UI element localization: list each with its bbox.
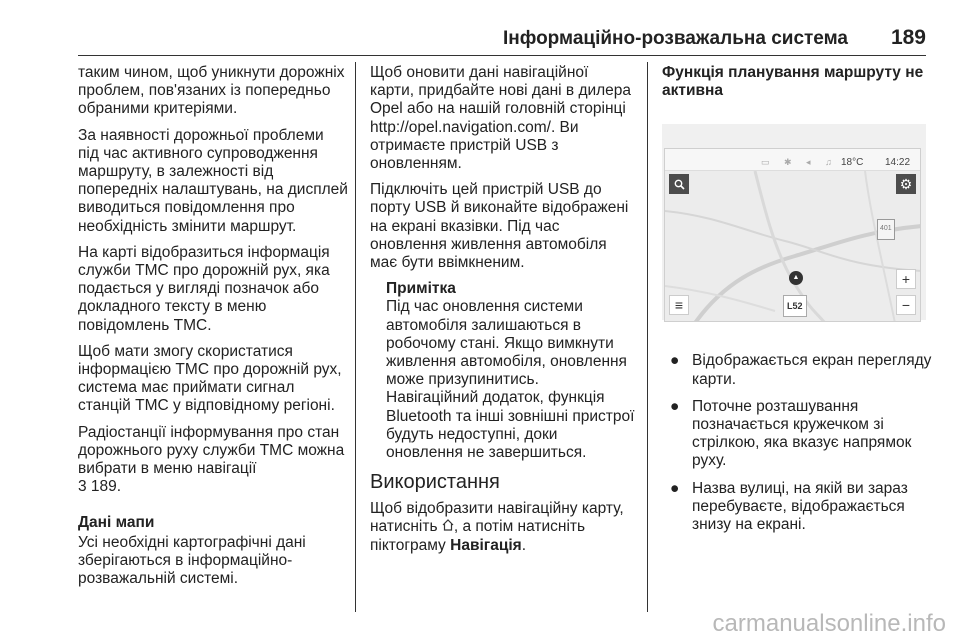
paragraph: На карті відобразиться інформація служби TMC про дорожній рух, яка подається у вигляді позначок або докладного тексту в меню повідомлень TMC. bbox=[78, 243, 330, 334]
zoom-out-button[interactable]: − bbox=[896, 295, 916, 315]
list-item: ● Поточне розташування позначається кружечком зі стрілкою, яка вказує напрямок руху. bbox=[670, 397, 912, 470]
navigation-screen-figure bbox=[662, 124, 926, 320]
list-item: ● Відображається екран перегляду карти. bbox=[670, 352, 932, 388]
page-reference-link[interactable]: 3 189. bbox=[78, 478, 122, 496]
bullet-icon: ● bbox=[670, 397, 680, 415]
column-divider-2 bbox=[647, 62, 648, 612]
paragraph: Усі необхідні картографічні дані зберігаються в інформаційно-розважальній системі. bbox=[78, 533, 306, 588]
gear-icon: ⚙ bbox=[899, 176, 913, 193]
note-body: Під час оновлення системи автомобіля залишаються в робочому стані. Якщо вимкнути живлення автомобіля, оновлення може призупинитись. Навігаційний додаток, функція Bluetooth та інші зовнішні пристрої будуть недоступні, доки оновлення не завершиться. bbox=[386, 298, 635, 462]
menu-icon: ≡ bbox=[674, 297, 684, 314]
status-bar bbox=[665, 149, 920, 171]
page-header-title: Інформаційно-розважальна система bbox=[502, 28, 848, 49]
settings-button[interactable] bbox=[896, 174, 916, 194]
header-rule bbox=[78, 55, 926, 56]
paragraph-text: , а потім натисніть піктограму bbox=[370, 518, 586, 554]
column-divider-1 bbox=[355, 62, 356, 612]
column-1 bbox=[78, 64, 348, 596]
section-heading: Функція планування маршруту не активна bbox=[662, 64, 924, 100]
note-box bbox=[370, 280, 635, 462]
map-view[interactable] bbox=[665, 171, 920, 321]
paragraph-text: Щоб відобразити навігаційну карту, натисніть bbox=[370, 500, 624, 536]
zoom-in-button[interactable]: + bbox=[896, 269, 916, 289]
paragraph-text: . bbox=[521, 536, 527, 554]
bullet-icon: ● bbox=[670, 352, 680, 370]
paragraph: таким чином, щоб уникнути дорожніх проблем, пов'язаних із попередньо обраними критеріями. bbox=[78, 64, 345, 118]
watermark: carmanualsonline.info bbox=[712, 610, 946, 637]
street-name-label: L52 bbox=[783, 295, 807, 317]
temperature-readout: 18°C bbox=[841, 157, 864, 169]
note-title: Примітка bbox=[386, 280, 456, 298]
clock-readout: 14:22 bbox=[885, 157, 911, 169]
bullet-icon: ● bbox=[670, 479, 680, 497]
paragraph-text: Радіостанції інформування про стан дорожнього руху служби TMC можна вибрати в меню навігації bbox=[78, 423, 345, 478]
section-heading: Використання bbox=[370, 471, 500, 494]
navigation-screen bbox=[664, 148, 921, 322]
home-icon bbox=[442, 518, 454, 535]
paragraph bbox=[78, 424, 348, 497]
column-2 bbox=[370, 64, 635, 563]
navigation-keyword: Навігація bbox=[450, 536, 522, 554]
paragraph: Щоб мати змогу скористатися інформацією TMC про дорожній рух, система має приймати сигнал станцій TMC у відповідному регіоні. bbox=[78, 342, 342, 415]
road-number-label: 401 bbox=[877, 219, 895, 239]
status-icons: ▭ ✱ ◂ ♫ bbox=[761, 157, 838, 168]
column-3 bbox=[662, 64, 932, 543]
page-number: 189 bbox=[890, 26, 926, 49]
paragraph: Щоб оновити дані навігаційної карти, придбайте нові дані в дилера Opel або на нашій головній сторінці http://opel.navigation.com/. Ви отримаєте пристрій USB з оновленням. bbox=[370, 64, 632, 173]
list-item: ● Назва вулиці, на якій ви зараз перебуваєте, відображається знизу на екрані. bbox=[670, 479, 908, 534]
current-position-marker: ▲ bbox=[789, 271, 803, 285]
bullet-list bbox=[662, 352, 932, 534]
search-button[interactable] bbox=[669, 174, 689, 194]
menu-button[interactable] bbox=[669, 295, 689, 315]
search-icon bbox=[674, 179, 685, 190]
paragraph: За наявності дорожньої проблеми під час активного супроводження маршруту, в залежності від попередніх налаштувань, на дисплей виводиться повідомлення про необхідність змінити маршрут. bbox=[78, 126, 348, 235]
paragraph: Підключіть цей пристрій USB до порту USB й виконайте відображені на екрані вказівки. Під час оновлення живлення автомобіля має бути ввімкненим. bbox=[370, 181, 629, 272]
paragraph bbox=[370, 500, 635, 555]
section-heading: Дані мапи bbox=[78, 514, 155, 532]
